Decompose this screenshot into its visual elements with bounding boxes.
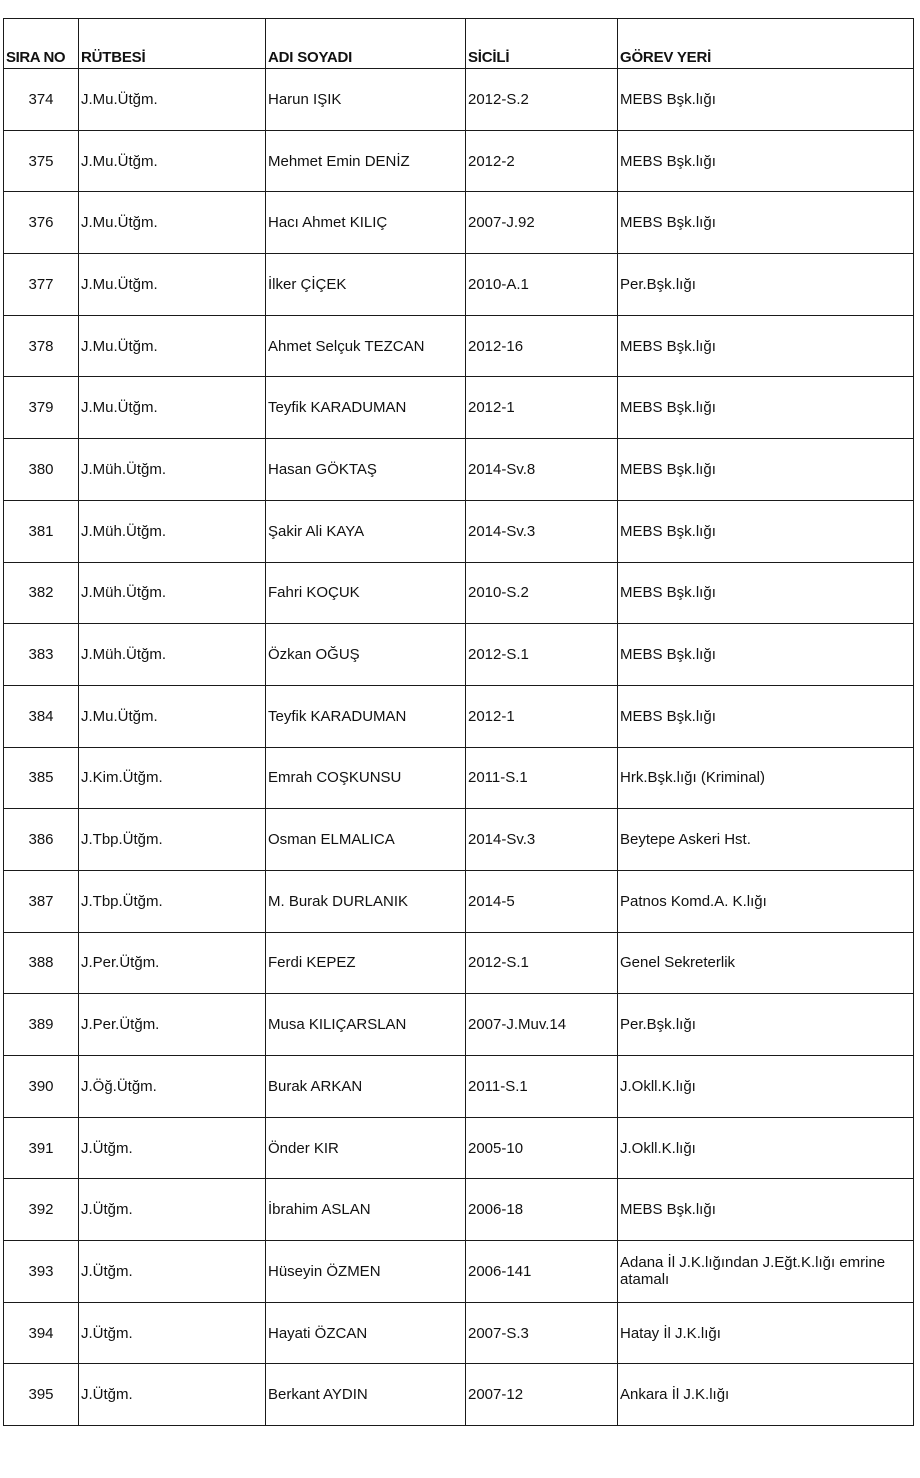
cell-gorev-yeri: MEBS Bşk.lığı bbox=[618, 439, 914, 501]
table-body bbox=[4, 69, 914, 1426]
cell-adi-soyadi: Özkan OĞUŞ bbox=[266, 624, 466, 686]
cell-sicil: 2014-Sv.3 bbox=[466, 500, 618, 562]
cell-adi-soyadi: Şakir Ali KAYA bbox=[266, 500, 466, 562]
cell-rutbe: J.Ütğm. bbox=[79, 1179, 266, 1241]
cell-gorev-yeri: Ankara İl J.K.lığı bbox=[618, 1364, 914, 1426]
header-row bbox=[4, 19, 914, 69]
table-row bbox=[4, 315, 914, 377]
cell-sira-no: 390 bbox=[4, 1056, 79, 1118]
cell-gorev-yeri: MEBS Bşk.lığı bbox=[618, 562, 914, 624]
cell-sicil: 2012-1 bbox=[466, 377, 618, 439]
personnel-table bbox=[3, 18, 914, 1426]
header-sira-no: SIRA NO bbox=[4, 19, 79, 69]
cell-sicil: 2010-S.2 bbox=[466, 562, 618, 624]
cell-rutbe: J.Per.Ütğm. bbox=[79, 994, 266, 1056]
header-gorev-yeri: GÖREV YERİ bbox=[618, 19, 914, 69]
cell-gorev-yeri: Genel Sekreterlik bbox=[618, 932, 914, 994]
cell-sira-no: 374 bbox=[4, 69, 79, 131]
cell-gorev-yeri: Patnos Komd.A. K.lığı bbox=[618, 870, 914, 932]
table-row bbox=[4, 562, 914, 624]
cell-adi-soyadi: Emrah COŞKUNSU bbox=[266, 747, 466, 809]
cell-adi-soyadi: Berkant AYDIN bbox=[266, 1364, 466, 1426]
cell-adi-soyadi: İbrahim ASLAN bbox=[266, 1179, 466, 1241]
cell-rutbe: J.Ütğm. bbox=[79, 1241, 266, 1303]
cell-sira-no: 380 bbox=[4, 439, 79, 501]
cell-sira-no: 377 bbox=[4, 254, 79, 316]
cell-adi-soyadi: Ahmet Selçuk TEZCAN bbox=[266, 315, 466, 377]
cell-sira-no: 386 bbox=[4, 809, 79, 871]
cell-sicil: 2011-S.1 bbox=[466, 1056, 618, 1118]
table-row bbox=[4, 439, 914, 501]
table-row bbox=[4, 809, 914, 871]
cell-gorev-yeri: Beytepe Askeri Hst. bbox=[618, 809, 914, 871]
cell-adi-soyadi: Osman ELMALICA bbox=[266, 809, 466, 871]
cell-rutbe: J.Müh.Ütğm. bbox=[79, 500, 266, 562]
cell-gorev-yeri: Per.Bşk.lığı bbox=[618, 254, 914, 316]
cell-adi-soyadi: Mehmet Emin DENİZ bbox=[266, 130, 466, 192]
table-header bbox=[4, 19, 914, 69]
table-row bbox=[4, 1241, 914, 1303]
table-row bbox=[4, 747, 914, 809]
cell-sicil: 2014-5 bbox=[466, 870, 618, 932]
cell-adi-soyadi: Hasan GÖKTAŞ bbox=[266, 439, 466, 501]
cell-rutbe: J.Per.Ütğm. bbox=[79, 932, 266, 994]
cell-gorev-yeri: MEBS Bşk.lığı bbox=[618, 315, 914, 377]
cell-sira-no: 379 bbox=[4, 377, 79, 439]
table-row bbox=[4, 1056, 914, 1118]
table-row bbox=[4, 1179, 914, 1241]
cell-adi-soyadi: Hüseyin ÖZMEN bbox=[266, 1241, 466, 1303]
cell-sicil: 2006-18 bbox=[466, 1179, 618, 1241]
cell-sicil: 2007-12 bbox=[466, 1364, 618, 1426]
table-row bbox=[4, 870, 914, 932]
cell-adi-soyadi: Önder KIR bbox=[266, 1117, 466, 1179]
cell-sicil: 2007-S.3 bbox=[466, 1302, 618, 1364]
cell-sira-no: 383 bbox=[4, 624, 79, 686]
cell-sicil: 2011-S.1 bbox=[466, 747, 618, 809]
cell-rutbe: J.Müh.Ütğm. bbox=[79, 562, 266, 624]
cell-adi-soyadi: Harun IŞIK bbox=[266, 69, 466, 131]
cell-gorev-yeri: MEBS Bşk.lığı bbox=[618, 1179, 914, 1241]
table-row bbox=[4, 69, 914, 131]
cell-rutbe: J.Ütğm. bbox=[79, 1302, 266, 1364]
table-row bbox=[4, 994, 914, 1056]
cell-sicil: 2005-10 bbox=[466, 1117, 618, 1179]
cell-sira-no: 381 bbox=[4, 500, 79, 562]
cell-sira-no: 388 bbox=[4, 932, 79, 994]
cell-sicil: 2012-1 bbox=[466, 685, 618, 747]
cell-adi-soyadi: Fahri KOÇUK bbox=[266, 562, 466, 624]
cell-gorev-yeri: J.Okll.K.lığı bbox=[618, 1056, 914, 1118]
cell-sicil: 2012-S.1 bbox=[466, 932, 618, 994]
cell-adi-soyadi: Teyfik KARADUMAN bbox=[266, 685, 466, 747]
cell-sicil: 2012-16 bbox=[466, 315, 618, 377]
cell-rutbe: J.Kim.Ütğm. bbox=[79, 747, 266, 809]
cell-sicil: 2014-Sv.8 bbox=[466, 439, 618, 501]
cell-adi-soyadi: İlker ÇİÇEK bbox=[266, 254, 466, 316]
table-row bbox=[4, 377, 914, 439]
cell-sicil: 2012-2 bbox=[466, 130, 618, 192]
table-row bbox=[4, 192, 914, 254]
header-rutbesi: RÜTBESİ bbox=[79, 19, 266, 69]
cell-sicil: 2012-S.2 bbox=[466, 69, 618, 131]
cell-gorev-yeri: MEBS Bşk.lığı bbox=[618, 377, 914, 439]
cell-sira-no: 394 bbox=[4, 1302, 79, 1364]
cell-sira-no: 395 bbox=[4, 1364, 79, 1426]
cell-adi-soyadi: M. Burak DURLANIK bbox=[266, 870, 466, 932]
cell-gorev-yeri: MEBS Bşk.lığı bbox=[618, 685, 914, 747]
cell-rutbe: J.Mu.Ütğm. bbox=[79, 69, 266, 131]
cell-adi-soyadi: Burak ARKAN bbox=[266, 1056, 466, 1118]
table-row bbox=[4, 1364, 914, 1426]
cell-sira-no: 375 bbox=[4, 130, 79, 192]
table-row bbox=[4, 624, 914, 686]
cell-gorev-yeri: Per.Bşk.lığı bbox=[618, 994, 914, 1056]
cell-gorev-yeri: Adana İl J.K.lığından J.Eğt.K.lığı emrine atamalı bbox=[618, 1241, 914, 1303]
cell-sicil: 2007-J.92 bbox=[466, 192, 618, 254]
cell-adi-soyadi: Ferdi KEPEZ bbox=[266, 932, 466, 994]
cell-adi-soyadi: Musa KILIÇARSLAN bbox=[266, 994, 466, 1056]
cell-rutbe: J.Ütğm. bbox=[79, 1117, 266, 1179]
cell-rutbe: J.Tbp.Ütğm. bbox=[79, 809, 266, 871]
cell-gorev-yeri: Hrk.Bşk.lığı (Kriminal) bbox=[618, 747, 914, 809]
table-row bbox=[4, 685, 914, 747]
cell-rutbe: J.Tbp.Ütğm. bbox=[79, 870, 266, 932]
cell-sira-no: 389 bbox=[4, 994, 79, 1056]
cell-gorev-yeri: MEBS Bşk.lığı bbox=[618, 192, 914, 254]
cell-rutbe: J.Mu.Ütğm. bbox=[79, 315, 266, 377]
cell-gorev-yeri: MEBS Bşk.lığı bbox=[618, 69, 914, 131]
cell-gorev-yeri: MEBS Bşk.lığı bbox=[618, 130, 914, 192]
cell-sira-no: 382 bbox=[4, 562, 79, 624]
cell-rutbe: J.Ütğm. bbox=[79, 1364, 266, 1426]
cell-gorev-yeri: MEBS Bşk.lığı bbox=[618, 500, 914, 562]
cell-sira-no: 393 bbox=[4, 1241, 79, 1303]
document-page bbox=[3, 18, 913, 1426]
cell-sira-no: 387 bbox=[4, 870, 79, 932]
cell-gorev-yeri: J.Okll.K.lığı bbox=[618, 1117, 914, 1179]
cell-sicil: 2007-J.Muv.14 bbox=[466, 994, 618, 1056]
cell-rutbe: J.Mu.Ütğm. bbox=[79, 130, 266, 192]
table-row bbox=[4, 1117, 914, 1179]
cell-sira-no: 391 bbox=[4, 1117, 79, 1179]
cell-adi-soyadi: Hayati ÖZCAN bbox=[266, 1302, 466, 1364]
table-row bbox=[4, 1302, 914, 1364]
header-adi-soyadi: ADI SOYADI bbox=[266, 19, 466, 69]
cell-rutbe: J.Mu.Ütğm. bbox=[79, 254, 266, 316]
cell-sira-no: 385 bbox=[4, 747, 79, 809]
table-row bbox=[4, 500, 914, 562]
cell-sira-no: 392 bbox=[4, 1179, 79, 1241]
cell-sicil: 2014-Sv.3 bbox=[466, 809, 618, 871]
cell-gorev-yeri: Hatay İl J.K.lığı bbox=[618, 1302, 914, 1364]
cell-rutbe: J.Öğ.Ütğm. bbox=[79, 1056, 266, 1118]
cell-gorev-yeri: MEBS Bşk.lığı bbox=[618, 624, 914, 686]
cell-rutbe: J.Müh.Ütğm. bbox=[79, 439, 266, 501]
cell-adi-soyadi: Teyfik KARADUMAN bbox=[266, 377, 466, 439]
cell-sicil: 2012-S.1 bbox=[466, 624, 618, 686]
cell-rutbe: J.Mu.Ütğm. bbox=[79, 192, 266, 254]
cell-sira-no: 384 bbox=[4, 685, 79, 747]
header-sicili: SİCİLİ bbox=[466, 19, 618, 69]
table-row bbox=[4, 130, 914, 192]
cell-rutbe: J.Mu.Ütğm. bbox=[79, 377, 266, 439]
table-row bbox=[4, 254, 914, 316]
cell-rutbe: J.Mu.Ütğm. bbox=[79, 685, 266, 747]
cell-sira-no: 376 bbox=[4, 192, 79, 254]
cell-adi-soyadi: Hacı Ahmet KILIÇ bbox=[266, 192, 466, 254]
cell-sicil: 2006-141 bbox=[466, 1241, 618, 1303]
cell-rutbe: J.Müh.Ütğm. bbox=[79, 624, 266, 686]
cell-sicil: 2010-A.1 bbox=[466, 254, 618, 316]
cell-sira-no: 378 bbox=[4, 315, 79, 377]
table-row bbox=[4, 932, 914, 994]
